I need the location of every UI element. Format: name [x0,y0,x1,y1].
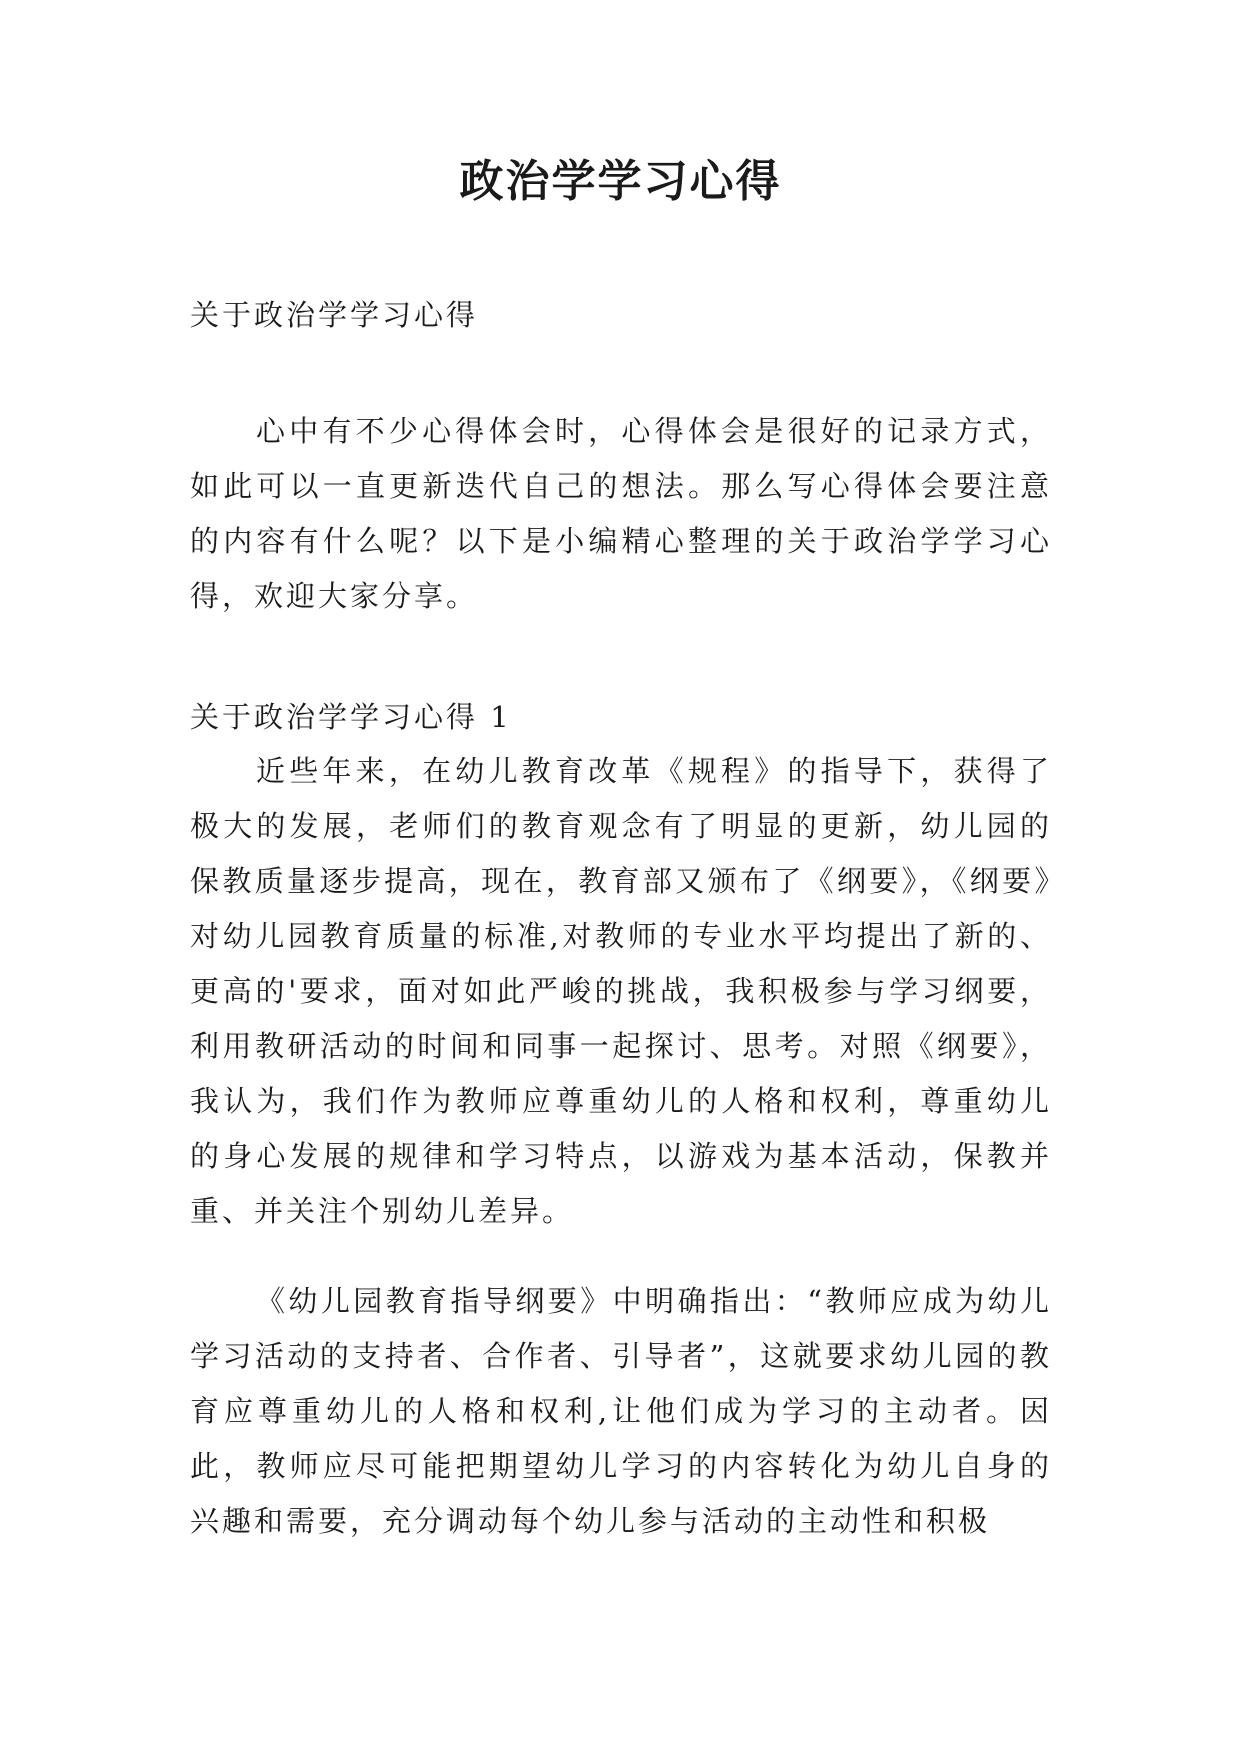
body-paragraph-2: 《幼儿园教育指导纲要》中明确指出：“教师应成为幼儿学习活动的支持者、合作者、引导者”，这就要求幼儿园的教育应尊重幼儿的人格和权利,让他们成为学习的主动者。因此，教师应尽可能把期望幼儿学习的内容转化为幼儿自身的兴趣和需要，充分调动每个幼儿参与活动的主动性和积极 [190,1284,1052,1538]
document-title: 政治学学习心得 [459,156,782,207]
section-heading: 关于政治学学习心得 1 [190,700,512,734]
body-paragraph-1: 近些年来，在幼儿教育改革《规程》的指导下，获得了极大的发展，老师们的教育观念有了明显的更新，幼儿园的保教质量逐步提高，现在，教育部又颁布了《纲要》，《纲要》对幼儿园教育质量的标准,对教师的专业水平均提出了新的、更高的'要求，面对如此严峻的挑战，我积极参与学习纲要，利用教研活动的时间和同事一起探讨、思考。对照《纲要》，我认为，我们作为教师应尊重幼儿的人格和权利，尊重幼儿的身心发展的规律和学习特点，以游戏为基本活动，保教并重、并关注个别幼儿差异。 [190,754,1052,1228]
document-subtitle: 关于政治学学习心得 [190,298,479,332]
intro-paragraph: 心中有不少心得体会时，心得体会是很好的记录方式，如此可以一直更新迭代自己的想法。那么写心得体会要注意的内容有什么呢？以下是小编精心整理的关于政治学学习心得，欢迎大家分享。 [190,414,1052,613]
